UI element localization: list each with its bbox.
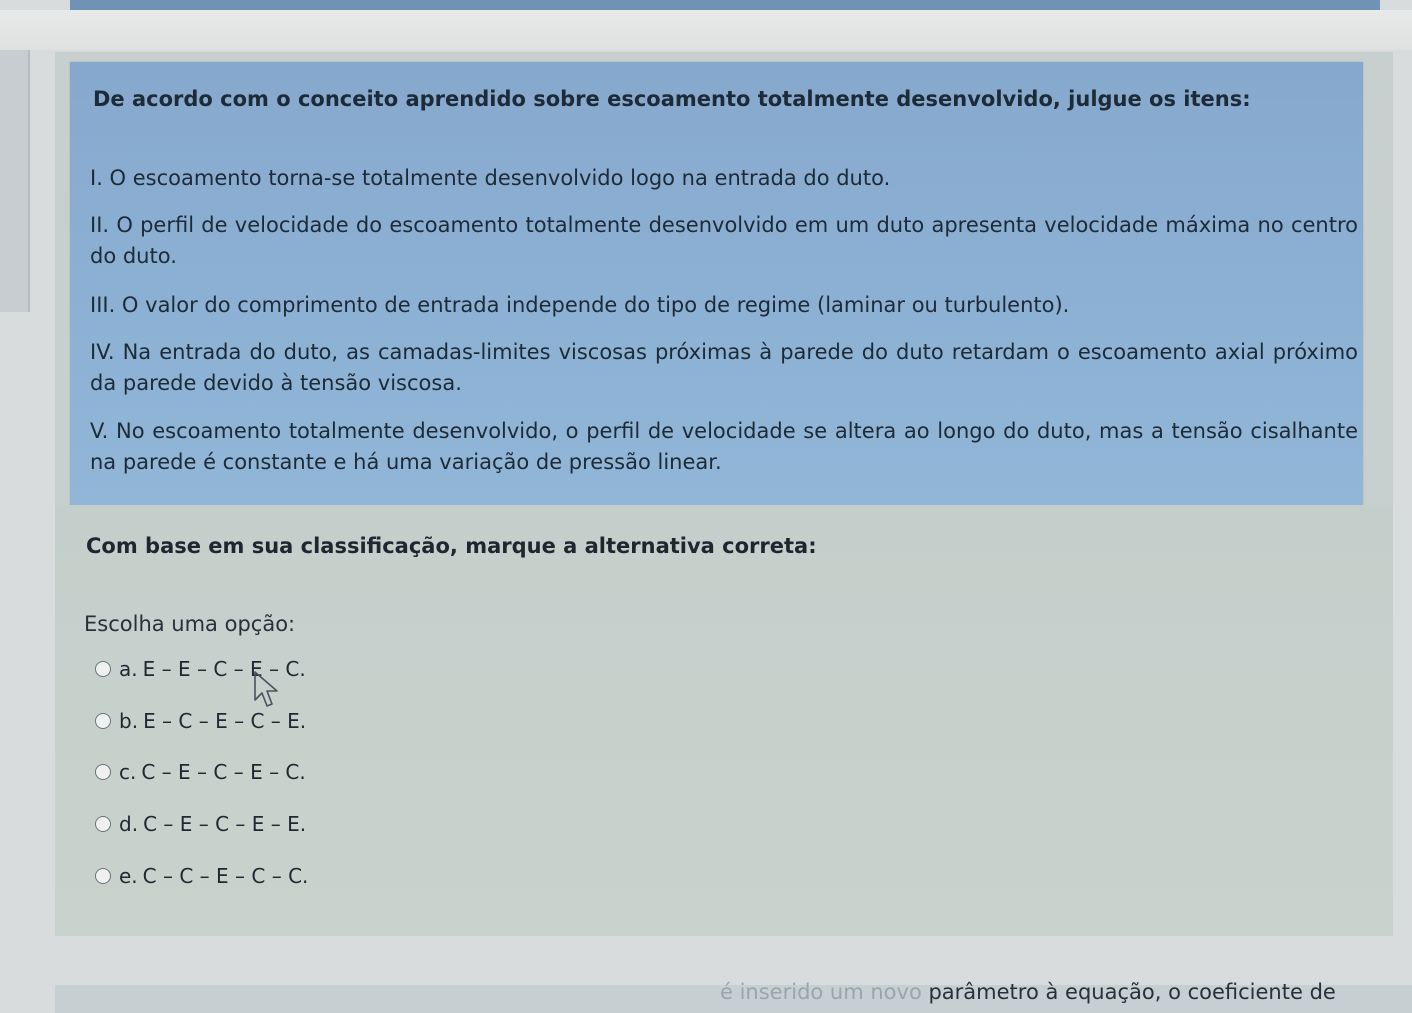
window-top-strip bbox=[70, 0, 1380, 10]
choose-option-label: Escolha uma opção: bbox=[84, 612, 296, 636]
question-title: De acordo com o conceito aprendido sobre escoamento totalmente desenvolvido, julgue os itens: bbox=[93, 87, 1251, 111]
radio-button[interactable] bbox=[95, 764, 111, 780]
statement-item: V. No escoamento totalmente desenvolvido, o perfil de velocidade se altera ao longo do duto, mas a tensão cisalhante na parede é constante e há uma variação de pressão linear. bbox=[90, 419, 1358, 474]
option-letter: c. bbox=[119, 760, 137, 784]
radio-button[interactable] bbox=[95, 713, 111, 729]
statement-item: II. O perfil de velocidade do escoamento totalmente desenvolvido em um duto apresenta velocidade máxima no centro do duto. bbox=[90, 213, 1358, 268]
option-letter: d. bbox=[119, 812, 139, 836]
option-b[interactable] bbox=[95, 707, 306, 735]
answer-prompt: Com base em sua classificação, marque a alternativa correta: bbox=[86, 534, 817, 558]
next-question-text bbox=[720, 980, 1336, 1004]
statement-item: III. O valor do comprimento de entrada independe do tipo de regime (laminar ou turbulento). bbox=[90, 293, 1070, 317]
option-text: C – E – C – E – C. bbox=[141, 760, 306, 784]
statement-item: I. O escoamento torna-se totalmente desenvolvido logo na entrada do duto. bbox=[90, 166, 891, 190]
next-question-visible-text: parâmetro à equação, o coeficiente de bbox=[921, 980, 1336, 1004]
option-text: C – E – C – E – E. bbox=[143, 812, 307, 836]
statement-item: IV. Na entrada do duto, as camadas-limites viscosas próximas à parede do duto retardam o escoamento axial próximo da parede devido à tensão viscosa. bbox=[90, 340, 1358, 395]
option-c[interactable] bbox=[95, 758, 306, 786]
next-question-faded-text: é inserido um novo bbox=[720, 980, 922, 1004]
option-text: C – C – E – C – C. bbox=[142, 864, 309, 888]
option-letter: b. bbox=[119, 709, 139, 733]
option-e[interactable] bbox=[95, 862, 308, 890]
page-header-band bbox=[0, 10, 1412, 50]
option-letter: a. bbox=[119, 657, 138, 681]
option-letter: e. bbox=[119, 864, 138, 888]
left-side-panel bbox=[0, 50, 30, 312]
option-d[interactable] bbox=[95, 810, 306, 838]
radio-button[interactable] bbox=[95, 868, 111, 884]
mouse-pointer-icon bbox=[253, 670, 283, 710]
radio-button[interactable] bbox=[95, 816, 111, 832]
option-text: E – C – E – C – E. bbox=[143, 709, 307, 733]
radio-button[interactable] bbox=[95, 661, 111, 677]
option-text: E – E – C – E – C. bbox=[142, 657, 306, 681]
